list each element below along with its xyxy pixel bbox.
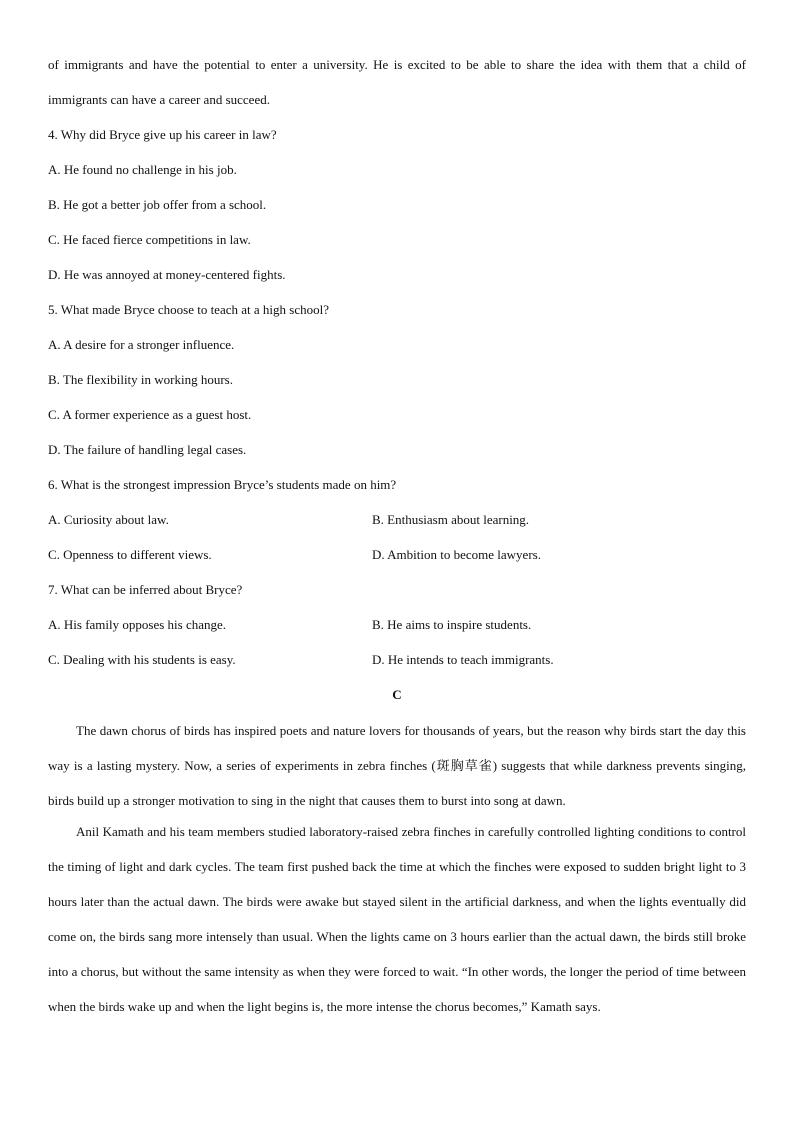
question-6-options-row-1: [48, 507, 746, 542]
question-4-option-a: A. He found no challenge in his job.: [48, 162, 237, 177]
question-5-option-b: B. The flexibility in working hours.: [48, 372, 233, 387]
question-7-option-b: B. He aims to inspire students.: [372, 617, 532, 632]
question-5-option-d: D. The failure of handling legal cases.: [48, 442, 247, 457]
question-4-option-b: B. He got a better job offer from a school.: [48, 197, 267, 212]
section-c-paragraph-1: The dawn chorus of birds has inspired poets and nature lovers for thousands of years, but the reason why birds start the day this way is a lasting mystery. Now, a series of experiments in zebra finches (斑胸草雀) suggests that while darkness prevents singing, birds build up a stronger motivation to sing in the night that causes them to burst into song at dawn.: [48, 723, 746, 808]
question-7-options-row-2: [48, 647, 746, 682]
question-4-option-c: C. He faced fierce competitions in law.: [48, 232, 251, 247]
question-4-option-d: D. He was annoyed at money-centered fights.: [48, 267, 286, 282]
question-4-stem: 4. Why did Bryce give up his career in law?: [48, 127, 277, 142]
exam-page: [48, 52, 746, 1024]
question-5-option-a: A. A desire for a stronger influence.: [48, 337, 235, 352]
question-5-option-c: C. A former experience as a guest host.: [48, 407, 252, 422]
question-7-option-a: A. His family opposes his change.: [48, 617, 227, 632]
question-6-option-c: C. Openness to different views.: [48, 547, 212, 562]
question-6-option-a: A. Curiosity about law.: [48, 512, 169, 527]
section-c-body: [48, 713, 746, 1024]
question-6-option-b: B. Enthusiasm about learning.: [372, 512, 530, 527]
question-7-option-d: D. He intends to teach immigrants.: [372, 652, 554, 667]
question-7-options-row-1: [48, 612, 746, 647]
question-5-stem: 5. What made Bryce choose to teach at a high school?: [48, 302, 329, 317]
question-6-option-d: D. Ambition to become lawyers.: [372, 547, 541, 562]
question-6-options-row-2: [48, 542, 746, 577]
question-7-stem: 7. What can be inferred about Bryce?: [48, 582, 243, 597]
passage-b-line-2: immigrants can have a career and succeed.: [48, 92, 270, 107]
question-7-option-c: C. Dealing with his students is easy.: [48, 652, 236, 667]
section-c-paragraph-2: Anil Kamath and his team members studied laboratory-raised zebra finches in carefully controlled lighting conditions to control the timing of light and dark cycles. The team first pushed back the time at which the finches were exposed to sudden bright light to 3 hours later than the actual dawn. The birds were awake but stayed silent in the artificial darkness, and when the lights eventually did come on, the birds sang more intensely than usual. When the lights came on 3 hours earlier than the actual dawn, the birds still broke into a chorus, but without the same intensity as when they were forced to wait. “In other words, the longer the period of time between when the birds wake up and when the light begins is, the more intense the chorus becomes,” Kamath says.: [48, 824, 746, 1014]
section-c-heading: C: [392, 687, 402, 702]
question-6-stem: 6. What is the strongest impression Bryce’s students made on him?: [48, 477, 397, 492]
passage-b-line-1: of immigrants and have the potential to enter a university. He is excited to be able to share the idea with them that a child of: [48, 57, 746, 72]
